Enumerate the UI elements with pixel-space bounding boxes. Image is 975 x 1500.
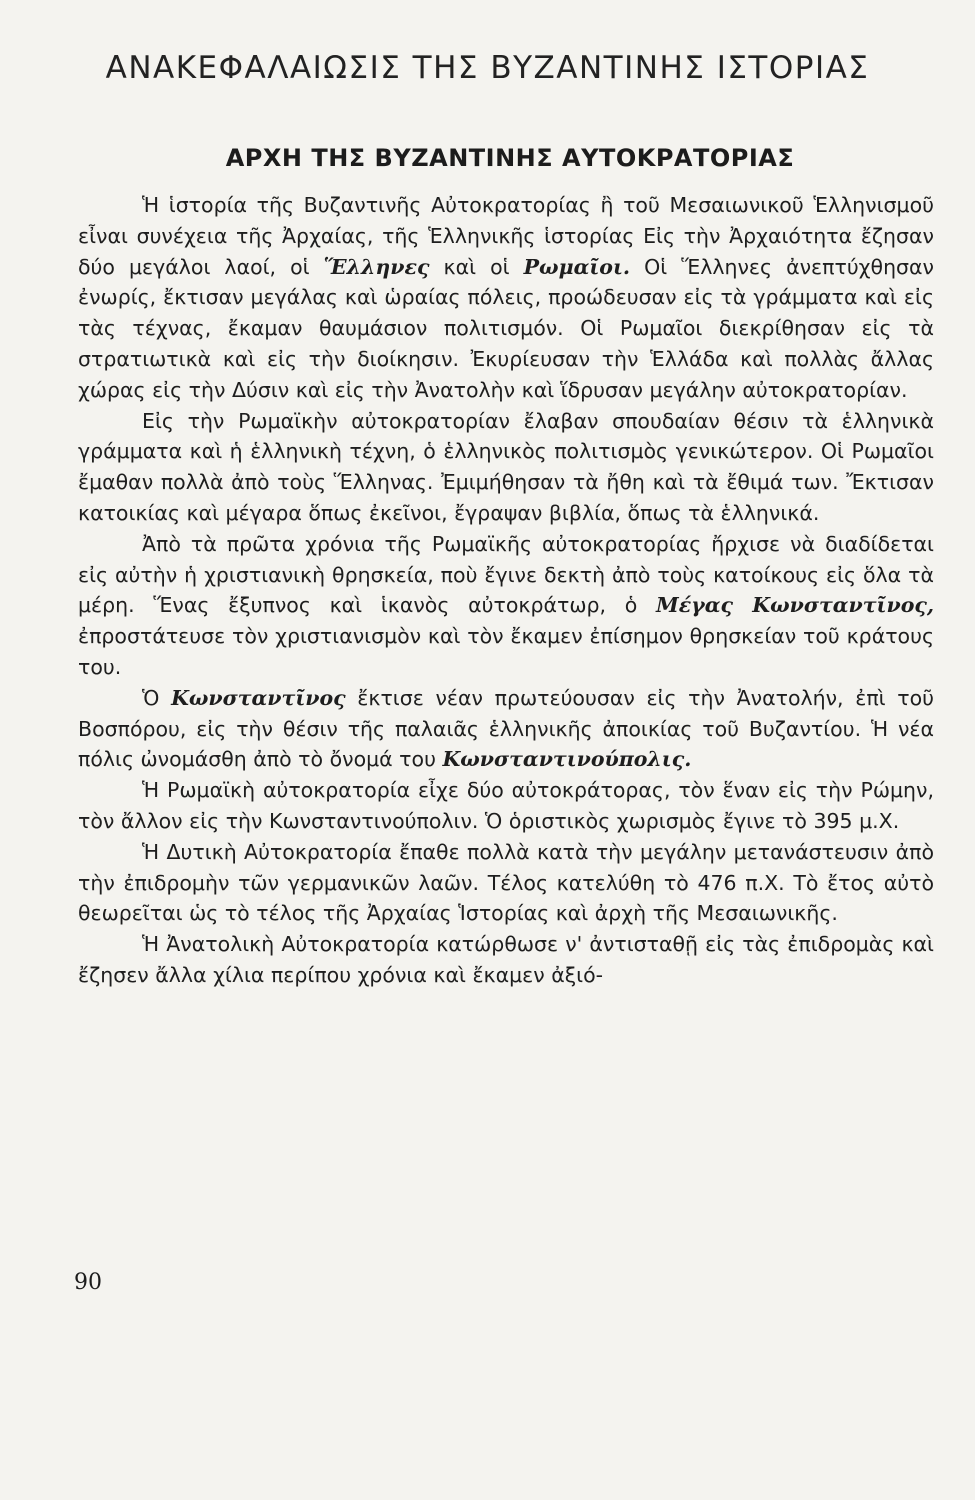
- paragraph-6: Ἡ Δυτικὴ Αὐτοκρατορία ἔπαθε πολλὰ κατὰ τὴν μεγάλην μετανάστευσιν ἀπὸ τὴν ἐπιδρομὴν τῶν γερμανικῶν λαῶν. Τέλος κατελύθη τὸ 476 π.Χ. Τὸ ἔτος αὐτὸ θεωρεῖται ὡς τὸ τέλος τῆς Ἀρχαίας Ἱστορίας καὶ ἀρχὴ τῆς Μεσαιωνικῆς.: [78, 839, 934, 926]
- emphasis-megas-konstantinos: Μέγας Κωνσταντῖνος,: [656, 593, 934, 618]
- paragraph-7: Ἡ Ἀνατολικὴ Αὐτοκρατορία κατώρθωσε ν' ἀντισταθῇ εἰς τὰς ἐπιδρομὰς καὶ ἔζησεν ἄλλα χίλια περίπου χρόνια καὶ ἔκαμεν ἀξιό-: [78, 932, 934, 987]
- page-number: 90: [74, 1270, 102, 1295]
- running-head: ΑΝΑΚΕΦΑΛΑΙΩΣΙΣ ΤΗΣ ΒΥΖΑΝΤΙΝΗΣ ΙΣΤΟΡΙΑΣ: [105, 50, 870, 86]
- paragraph-3: Ἀπὸ τὰ πρῶτα χρόνια τῆς Ρωμαϊκῆς αὐτοκρατορίας ἤρχισε νὰ διαδίδεται εἰς αὐτὴν ἡ χριστιανικὴ θρησκεία, ποὺ ἔγινε δεκτὴ ἀπὸ τοὺς κατοίκους εἰς ὅλα τὰ μέρη. Ἕνας ἔξυπνος καὶ ἱκανὸς αὐτοκράτωρ, ὁ Μέγας Κωνσταντῖνος, ἐπροστάτευσε τὸν χριστιανισμὸν καὶ τὸν ἔκαμεν ἐπίσημον θρησκείαν τοῦ κράτους του.: [78, 531, 934, 679]
- paragraph-5: Ἡ Ρωμαϊκὴ αὐτοκρατορία εἶχε δύο αὐτοκράτορας, τὸν ἕναν εἰς τὴν Ρώμην, τὸν ἄλλον εἰς τὴν Κωνσταντινούπολιν. Ὁ ὁριστικὸς χωρισμὸς ἔγινε τὸ 395 μ.Χ.: [78, 778, 934, 833]
- chapter-title: ΑΡΧΗ ΤΗΣ ΒΥΖΑΝΤΙΝΗΣ ΑΥΤΟΚΡΑΤΟΡΙΑΣ: [225, 144, 795, 172]
- emphasis-konstantinoupolis: Κωνσταντινούπολις.: [442, 747, 692, 772]
- emphasis-konstantinos: Κωνσταντῖνος: [171, 685, 346, 710]
- paragraph-2: Εἰς τὴν Ρωμαϊκὴν αὐτοκρατορίαν ἔλαβαν σπουδαίαν θέσιν τὰ ἑλληνικὰ γράμματα καὶ ἡ ἑλληνικὴ τέχνη, ὁ ἑλληνικὸς πολιτισμὸς γενικώτερον. Οἱ Ρωμαῖοι ἔμαθαν πολλὰ ἀπὸ τοὺς Ἕλληνας. Ἐμιμήθησαν τὰ ἤθη καὶ τὰ ἔθιμά των. Ἔκτισαν κατοικίας καὶ μέγαρα ὅπως ἐκεῖνοι, ἔγραψαν βιβλία, ὅπως τὰ ἑλληνικά.: [78, 408, 934, 525]
- paragraph-4: Ὁ Κωνσταντῖνος ἔκτισε νέαν πρωτεύουσαν εἰς τὴν Ἀνατολήν, ἐπὶ τοῦ Βοσπόρου, εἰς τὴν θέσιν τῆς παλαιᾶς ἑλληνικῆς ἀποικίας τοῦ Βυζαντίου. Ἡ νέα πόλις ὠνομάσθη ἀπὸ τὸ ὄνομά του Κωνσταντινούπολις.: [78, 685, 935, 772]
- body-text: [78, 190, 934, 991]
- emphasis-romaioi: Ρωμαῖοι.: [523, 254, 631, 279]
- emphasis-hellenes: Ἕλληνες: [323, 254, 430, 279]
- paragraph-1: Ἡ ἱστορία τῆς Βυζαντινῆς Αὐτοκρατορίας ἢ τοῦ Μεσαιωνικοῦ Ἑλληνισμοῦ εἶναι συνέχεια τῆς Ἀρχαίας, τῆς Ἑλληνικῆς ἱστορίας Εἰς τὴν Ἀρχαιότητα ἔζησαν δύο μεγάλοι λαοί, οἱ Ἕλληνες καὶ οἱ Ρωμαῖοι. Οἱ Ἕλληνες ἀνεπτύχθησαν ἐνωρίς, ἔκτισαν μεγάλας καὶ ὡραίας πόλεις, προώδευσαν εἰς τὰ γράμματα καὶ εἰς τὰς τέχνας, ἔκαμαν θαυμάσιον πολιτισμόν. Οἱ Ρωμαῖοι διεκρίθησαν εἰς τὰ στρατιωτικὰ καὶ εἰς τὴν διοίκησιν. Ἐκυρίευσαν τὴν Ἑλλάδα καὶ πολλὰς ἄλλας χώρας εἰς τὴν Δύσιν καὶ εἰς τὴν Ἀνατολὴν καὶ ἵδρυσαν μεγάλην αὐτοκρατορίαν.: [78, 193, 935, 402]
